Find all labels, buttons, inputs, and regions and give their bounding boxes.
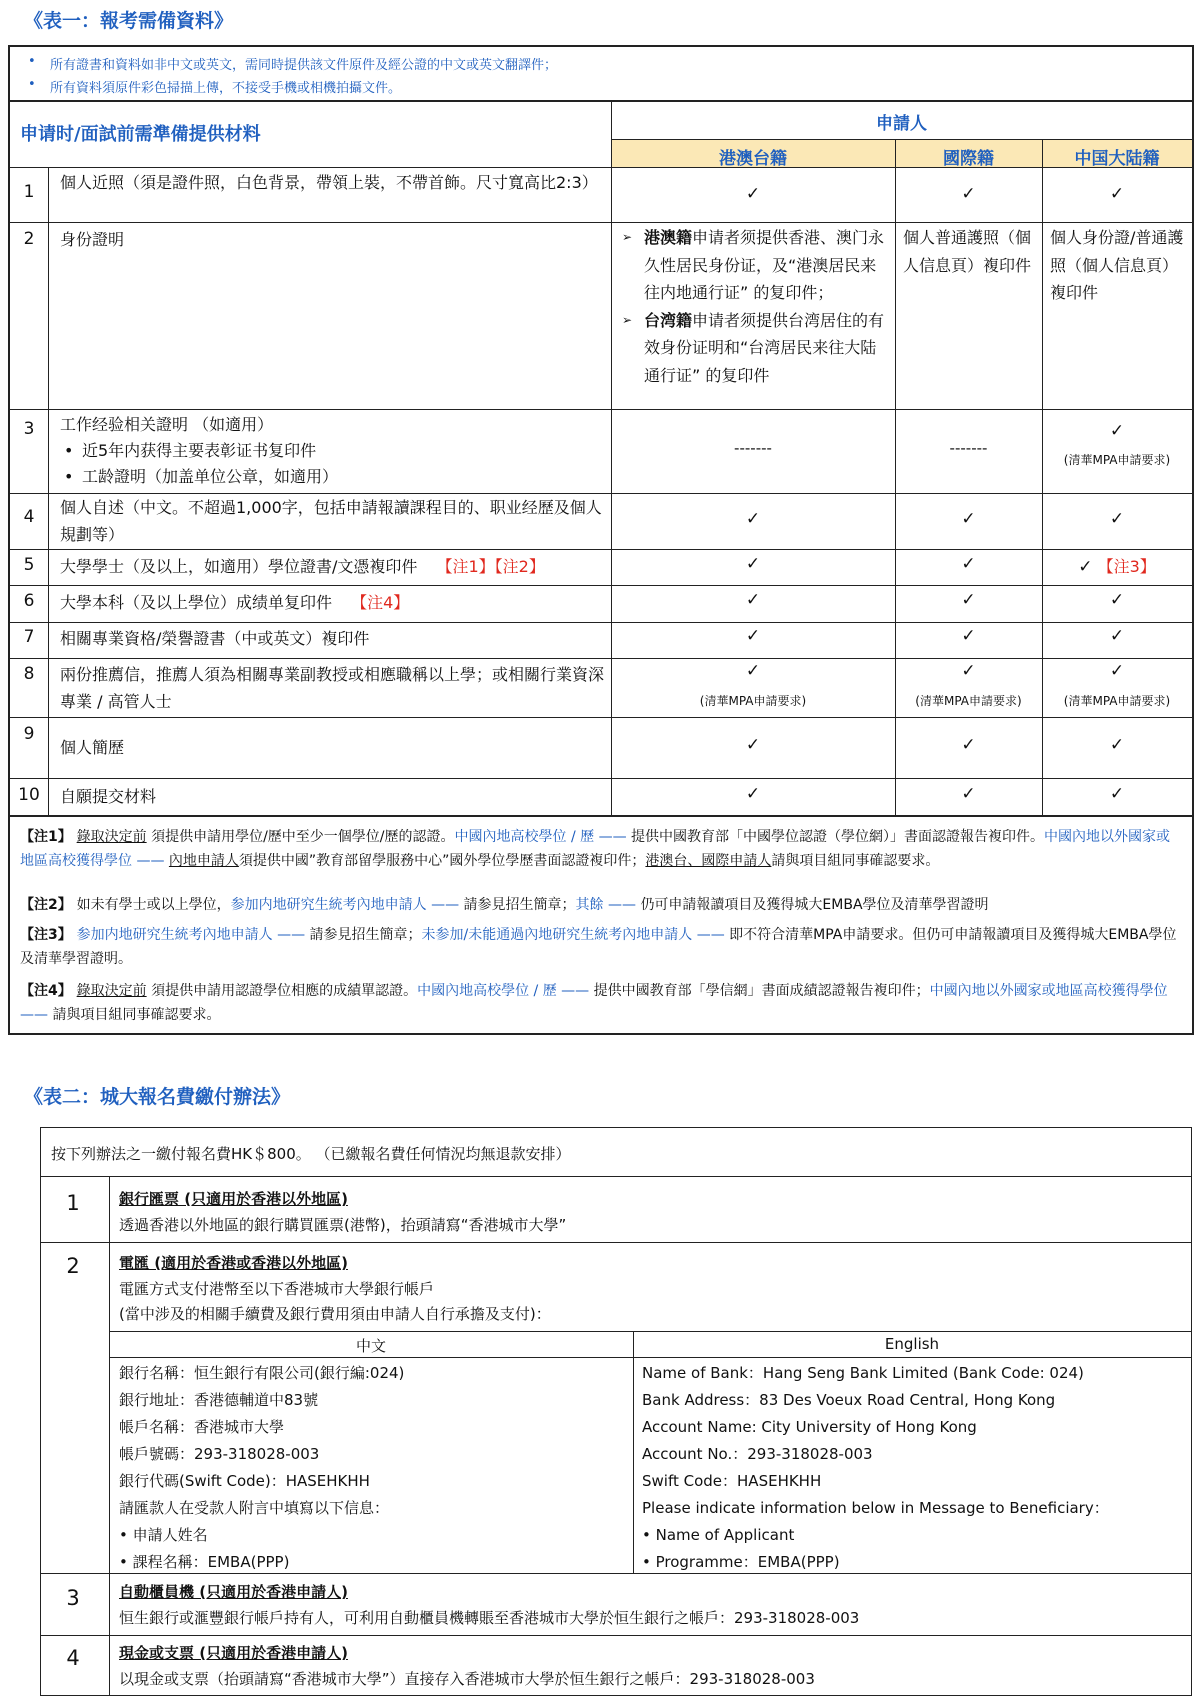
col-header-international: 國際籍 [943, 149, 994, 169]
footnote-label: 【注4】 [20, 983, 77, 999]
row-text: 兩份推薦信，推薦人須為相關專業副教授或相應職稱以上學；或相關行業資深專業 / 高管人士 [60, 665, 605, 711]
hk-tw-id-requirements: ➢ 港澳籍申请者须提供香港、澳门永久性居民身份证，及“港澳居民来往内地通行证” 的复印件； ➢ 台湾籍申请者须提供台湾居住的有效身份证明和“台湾居民来往大陆通行证” 的复印件 [622, 224, 888, 389]
footnote-label: 【注3】 [20, 927, 77, 943]
requirements-table [8, 45, 1194, 1035]
method-heading: 銀行匯票 (只適用於香港以外地區) [119, 1190, 348, 1208]
bank-details-en: Name of Bank：Hang Seng Bank Limited (Bank Code: 024) Bank Address：83 Des Voeux Road Central, Hong Kong Account Name: City University of Hong Kong Account No.：293-318028-003 Swift Code：HASEHKHH Please indicate information below in Message to Beneficiary： • Name of Applicant • Programme：EMBA(PPP) [642, 1364, 1109, 1571]
arrow-icon: ➢ [622, 312, 633, 327]
row-text: 相關專業資格/榮譽證書（中或英文）複印件 [60, 629, 370, 648]
method-description: 透過香港以外地區的銀行購買匯票(港幣)，抬頭請寫“香港城市大學” [119, 1216, 567, 1234]
check-mark: ✓ [961, 554, 976, 574]
footnote-text: 中國內地高校學位 / 歷 —— [454, 829, 632, 845]
footnote-1 [20, 825, 1180, 873]
bullet-icon: • [64, 467, 74, 486]
footnote-text: 須提供申請用認證學位相應的成績單認證。 [146, 983, 418, 999]
footnote-text: 內地申請人 [168, 853, 239, 869]
footnote-text: 請参見招生簡章； [463, 897, 576, 913]
not-applicable: ------- [949, 439, 988, 457]
note-ref: 【注4】 [351, 593, 410, 612]
footnote-text: 中國內地高校學位 / 歷 —— [417, 983, 594, 999]
footnote-text: 錄取決定前 [76, 829, 147, 845]
row-number: 5 [23, 555, 35, 575]
footnote-text: 即不符合清華MPA申請要求。但仍可申請報讀項目及獲得城大EMBA學位及清華學習證明。 [20, 927, 1177, 967]
check-mark: ✓ [961, 184, 976, 204]
check-mark: ✓ [961, 509, 976, 529]
footnote-text: 提供中國教育部「學信網」書面成績認證報告複印件； [593, 983, 930, 999]
method-description: (當中涉及的相關手續費及銀行費用須由申請人自行承擔及支付)： [119, 1305, 551, 1323]
footnote-text: 中國內地以外國家或地區高校獲得學位 —— [20, 983, 1168, 1023]
footnote-text: 参加内地研究生統考內地申請人 —— [230, 897, 464, 913]
row-number: 3 [23, 419, 35, 439]
footnote-text: 請参見招生簡章； [309, 927, 422, 943]
check-mark: ✓ [745, 735, 761, 755]
footnote-text: 如未有學士或以上學位， [76, 897, 231, 913]
method-heading: 現金或支票 (只適用於香港申請人) [119, 1644, 348, 1662]
method-description: 恒生銀行或滙豐銀行帳戶持有人，可利用自動櫃員機轉賬至香港城市大學於恒生銀行之帳戶：293-318028-003 [119, 1609, 860, 1627]
check-mark: ✓ [745, 661, 761, 681]
bank-header-zh: 中文 [355, 1337, 386, 1355]
check-mark: ✓ [961, 784, 976, 804]
method-number: 4 [66, 1646, 80, 1670]
row-number: 1 [23, 182, 35, 202]
footnote-text: 請與項目組同事確認要求。 [52, 1007, 221, 1023]
row-number: 2 [23, 229, 35, 249]
method-description: 電匯方式支付港幣至以下香港城市大學銀行帳戶 [119, 1280, 435, 1298]
footnote-text: 須提供中國”教育部留學服務中心”國外學位學歷書面認證複印件； [238, 853, 646, 869]
check-mark: ✓ [1109, 509, 1125, 529]
row-number: 9 [23, 724, 35, 744]
row-text: 自願提交材料 [60, 787, 157, 806]
check-mark: ✓ [1109, 735, 1125, 755]
bullet-icon: • [28, 77, 36, 92]
check-mark: ✓ [1109, 421, 1125, 441]
col-header-hk-macau-tw: 港澳台籍 [719, 149, 787, 169]
not-applicable: ------- [734, 439, 772, 457]
footnote-label: 【注2】 [20, 897, 77, 913]
row-text: 個人自述（中文。不超過1,000字，包括申請報讀課程目的、职业经歷及個人規劃等） [60, 498, 602, 544]
bank-header-en: English [884, 1335, 940, 1353]
row-text: 大學本科（及以上學位）成绩单复印件 【注4】 [60, 593, 410, 612]
row-text: 工作经验相关證明 （如適用） • 近5年内获得主要表彰证书复印件 • 工龄證明（加盖单位公章，如適用） [60, 412, 610, 490]
row-text: 身份證明 [60, 230, 125, 249]
intl-id-requirement: 個人普通護照（個人信息頁）複印件 [903, 228, 1032, 275]
check-mark: ✓ [745, 626, 761, 646]
check-mark: ✓ [961, 735, 976, 755]
tsinghua-note: (清華MPA申請要求) [1063, 453, 1171, 467]
footnote-text: 請與項目組同事確認要求。 [771, 853, 940, 869]
row-number: 4 [23, 507, 35, 527]
check-mark: ✓ [1109, 661, 1125, 681]
method-heading: 電匯 (適用於香港或香港以外地區) [119, 1254, 348, 1272]
fee-payment-table [40, 1127, 1192, 1696]
method-number: 3 [66, 1586, 80, 1610]
check-mark: ✓ [961, 626, 976, 646]
check-mark: ✓ [745, 184, 761, 204]
method-description: 以現金或支票（抬頭請寫“香港城市大學”）直接存入香港城市大學於恒生銀行之帳戶：293-318028-003 [119, 1670, 815, 1688]
check-mark-with-note: ✓ 【注3】 [1078, 557, 1156, 577]
footnote-text: 須提供申請用學位/歷中至少一個學位/歷的認證。 [146, 829, 455, 845]
footnote-3 [20, 923, 1180, 971]
table1-title: 《表一：報考需備資料》 [24, 10, 234, 32]
tsinghua-note: (清華MPA申請要求) [1063, 694, 1171, 708]
check-mark: ✓ [1109, 184, 1125, 204]
footnote-label: 【注1】 [20, 829, 77, 845]
method-number: 2 [66, 1254, 80, 1278]
check-mark: ✓ [961, 590, 976, 610]
row-text: 個人近照（須是證件照，白色背景，帶領上裝，不帶首飾。尺寸寬高比2:3） [60, 173, 598, 192]
row-number: 10 [18, 785, 40, 805]
check-mark: ✓ [961, 661, 976, 681]
footnote-text: 仍可申請報讀項目及獲得城大EMBA學位及清華學習證明 [640, 897, 989, 913]
top-note-1: • 所有證書和資料如非中文或英文，需同時提供該文件原件及經公證的中文或英文翻譯件； [28, 54, 558, 73]
footnote-2 [20, 893, 1180, 917]
mainland-id-requirement: 個人身份證/普通護照（個人信息頁）複印件 [1050, 228, 1184, 302]
footnote-4 [20, 979, 1180, 1027]
check-mark: ✓ [745, 590, 761, 610]
row-number: 7 [23, 627, 35, 647]
bullet-icon: • [28, 54, 36, 69]
tsinghua-note: (清華MPA申請要求) [915, 694, 1022, 708]
footnote-text: 錄取決定前 [76, 983, 147, 999]
check-mark: ✓ [1109, 590, 1125, 610]
top-note-2: • 所有資料須原件彩色掃描上傳，不接受手機或相機拍攝文件。 [28, 77, 402, 96]
footnote-text: 港澳台、國際申請人 [645, 853, 772, 869]
col-header-mainland: 中国大陆籍 [1074, 149, 1160, 169]
tsinghua-note: (清華MPA申請要求) [699, 694, 807, 708]
materials-header: 申请时/面試前需準備提供材料 [20, 124, 261, 145]
applicant-header: 申請人 [876, 114, 927, 134]
bank-details-zh: 銀行名稱：恒生銀行有限公司(銀行編:024) 銀行地址：香港德輔道中83號 帳戶名稱：香港城市大學 帳戶號碼：293-318028-003 銀行代碼(Swift Code)：HASEHKHH 請匯款人在受款人附言中填寫以下信息： • 申請人姓名 • 課程名稱：EMBA(PPP) [119, 1364, 405, 1571]
row-number: 6 [23, 591, 35, 611]
table2-title: 《表二：城大報名費繳付辦法》 [24, 1086, 291, 1108]
check-mark: ✓ [1109, 626, 1125, 646]
arrow-icon: ➢ [622, 230, 633, 244]
check-mark: ✓ [745, 554, 761, 574]
footnote-text: 参加内地研究生統考內地申請人 —— [76, 927, 310, 943]
footnote-text: 中國內地以外國家或地區高校獲得學位 —— [20, 829, 1171, 869]
note-ref: 【注1】【注2】 [436, 557, 545, 576]
row-number: 8 [23, 664, 35, 684]
check-mark: ✓ [745, 509, 761, 529]
footnote-text: 未参加/未能通過內地研究生統考內地申請人 —— [421, 927, 730, 943]
bullet-icon: • [64, 441, 74, 460]
method-heading: 自動櫃員機 (只適用於香港申請人) [119, 1583, 348, 1601]
row-text: 個人簡歷 [60, 738, 125, 757]
fee-intro: 按下列辦法之一繳付報名費HK＄800。 （已繳報名費任何情況均無退款安排） [51, 1145, 571, 1163]
method-number: 1 [66, 1191, 80, 1215]
footnote-text: 提供中國教育部「中國學位認證（學位網）」書面認證報告複印件。 [631, 829, 1045, 845]
footnote-text: 其餘 —— [575, 897, 641, 913]
row-text: 大學學士（及以上，如適用）學位證書/文憑複印件 【注1】【注2】 [60, 557, 545, 576]
check-mark: ✓ [745, 784, 761, 804]
check-mark: ✓ [1109, 784, 1125, 804]
